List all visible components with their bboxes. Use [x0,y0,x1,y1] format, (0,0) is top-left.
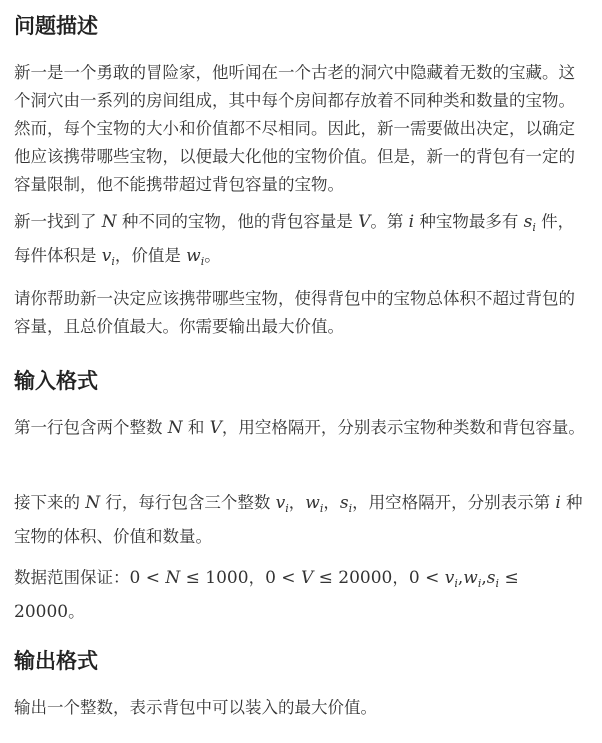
text: 接下来的 [14,493,86,512]
math-sub-i: i [454,577,458,590]
text: ， [323,493,340,512]
text: 新一找到了 [14,212,102,231]
math-bound: 0 < [265,568,301,588]
text: 。 [204,246,221,265]
text: ，用空格隔开，分别表示宝物种类数和背包容量。 [221,418,585,437]
math-sub-i: i [348,502,353,515]
math-N: N [167,418,183,438]
math-w: w [463,568,478,588]
description-paragraph-params [14,208,586,276]
text: ， [392,568,409,587]
math-sub-i: i [111,255,115,268]
text: 件，每件体积是 [14,212,575,265]
math-sub-i: i [200,255,205,268]
math-v: v [101,246,112,266]
math-V: V [358,212,371,232]
math-bound: ≤ 20000 [14,568,519,622]
math-N: N [101,212,117,232]
math-s: s [523,212,533,232]
math-bound: ≤ 1000 [180,568,249,588]
math-bound: ≤ 20000 [313,568,393,588]
math-sub-i: i [532,221,536,234]
math-sub-i: i [495,577,500,590]
text: 。 [68,602,85,621]
heading-input-format: 输入格式 [14,369,98,393]
text: 种不同的宝物，他的背包容量是 [116,212,359,231]
math-i: i [555,493,561,513]
math-sub-i: i [285,502,289,515]
math-comma: , [481,568,487,588]
text: 。第 [370,212,409,231]
math-w: w [186,246,201,266]
math-s: s [486,568,496,588]
heading-problem-description: 问题描述 [14,14,98,38]
input-paragraph-first-line [14,414,586,442]
math-V: V [209,418,222,438]
text: 种宝物最多有 [414,212,524,231]
math-V: V [300,568,314,588]
text: ， [288,493,306,512]
text: 数据范围保证： [14,568,130,587]
math-sub-i: i [319,502,324,515]
text: 和 [182,418,210,437]
math-comma: , [457,568,464,588]
math-s: s [339,493,349,513]
math-N: N [85,493,101,513]
input-paragraph-next-lines [14,489,586,551]
description-paragraph-story: 新一是一个勇敢的冒险家，他听闻在一个古老的洞穴中隐藏着无数的宝藏。这个洞穴由一系列的房间组成，其中每个房间都存放着不同种类和数量的宝物。然而，每个宝物的大小和价值都不尽相同。因此，新一需要做出决定，以确定他应该携带哪些宝物，以便最大化他的宝物价值。但是，新一的背包有一定的容量限制，他不能携带超过背包容量的宝物。 [14,63,575,194]
description-paragraph-task: 请你帮助新一决定应该携带哪些宝物，使得背包中的宝物总体积不超过背包的容量，且总价值最大。你需要输出最大价值。 [14,289,575,336]
text: ，用空格隔开，分别表示第 [352,493,556,512]
text: 第一行包含两个整数 [14,418,168,437]
math-v: v [275,493,286,513]
input-paragraph-constraints [14,564,586,626]
math-w: w [305,493,320,513]
math-bound: 0 < [129,568,166,588]
output-paragraph: 输出一个整数，表示背包中可以装入的最大价值。 [14,698,377,717]
text: 行，每行包含三个整数 [100,493,276,512]
text: ，价值是 [114,246,187,265]
math-v: v [444,568,455,588]
math-bound: 0 < [408,568,445,588]
math-N: N [165,568,181,588]
text: ， [248,568,266,587]
math-sub-i: i [477,577,482,590]
text: 种宝物的体积、价值和数量。 [14,493,583,546]
heading-output-format: 输出格式 [14,649,98,673]
math-i: i [408,212,415,232]
